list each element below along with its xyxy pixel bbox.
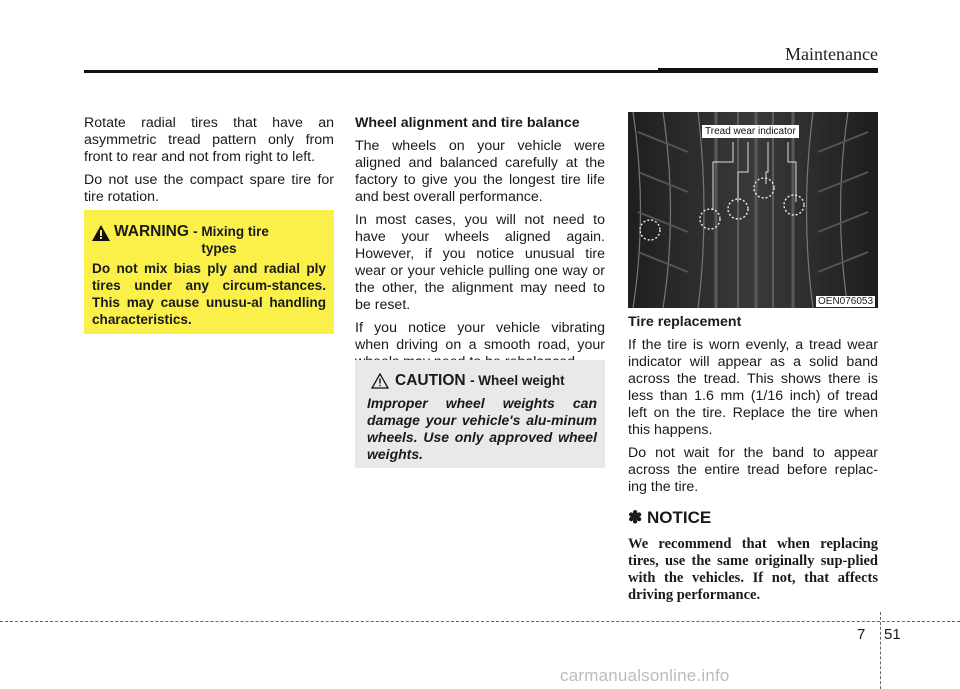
figure-label: Tread wear indicator xyxy=(702,125,799,138)
paragraph: If you notice your vehicle vibrating when driving on a smooth road, your xyxy=(355,320,605,353)
column-1 xyxy=(84,115,334,212)
notice-heading xyxy=(628,508,711,528)
warning-body: Do not mix bias ply and radial ply tires under any circum-stances. This may cause unusu-al handling characteristics. xyxy=(92,261,326,327)
warning-label: WARNING xyxy=(114,223,189,240)
notice-body: We recommend that when replacing tires, use the same originally sup-plied with the vehicles. If not, that affects driving performance. xyxy=(628,536,878,603)
section-title: Maintenance xyxy=(785,44,878,64)
caution-label: CAUTION xyxy=(395,372,466,389)
tire-tread-illustration xyxy=(628,112,878,308)
caution-title: - Wheel weight xyxy=(470,373,565,388)
paragraph: Do not use the compact spare tire for tire rotation. xyxy=(84,172,334,205)
section-heading: Tire replacement xyxy=(628,314,742,330)
tire-tread-image xyxy=(628,112,878,308)
section-heading: Wheel alignment and tire balance xyxy=(355,115,580,131)
paragraph: In most cases, you will not need to have your wheels aligned again. However, if you notice unusual tire wear or your vehicle pulling one way or the other, the alignment may need to be reset. xyxy=(355,212,605,313)
paragraph: Do not wait for the band to appear across the entire tread before replac-ing the tire. xyxy=(628,445,878,495)
caution-body: Improper wheel weights can damage your vehicle's alu-minum wheels. Use only approved wheel weights. xyxy=(367,395,597,462)
caution-icon xyxy=(371,373,389,389)
footer-divider xyxy=(0,621,960,622)
notice-heading-text: NOTICE xyxy=(646,508,712,527)
paragraph: If the tire is worn evenly, a tread wear indicator will appear as a solid band across the tread. This shows there is less than 1.6 mm (1/16 inch) of tread left on the tire. Replace the tire when this happens. xyxy=(628,337,878,438)
warning-icon xyxy=(92,225,110,241)
caution-box xyxy=(355,360,605,468)
page-section-number: 7 xyxy=(857,626,866,643)
warning-title-line2: types xyxy=(201,241,237,256)
footer-page-divider xyxy=(880,612,881,689)
header-rule-accent xyxy=(658,68,878,73)
column-2 xyxy=(355,115,605,377)
paragraph: Rotate radial tires that have an asymmetric tread pattern only from front to rear and not from right to left. xyxy=(84,115,334,165)
warning-box xyxy=(84,210,334,334)
page-number: 51 xyxy=(884,626,901,643)
column-3 xyxy=(628,314,878,502)
paragraph: The wheels on your vehicle were aligned and balanced carefully at the factory to give you the longest tire life and best overall performance. xyxy=(355,138,605,205)
figure-code: OEN076053 xyxy=(818,296,874,307)
notice-icon: ✽ xyxy=(628,508,643,527)
warning-title: - Mixing tire xyxy=(193,224,269,239)
watermark: carmanualsonline.info xyxy=(560,666,730,685)
